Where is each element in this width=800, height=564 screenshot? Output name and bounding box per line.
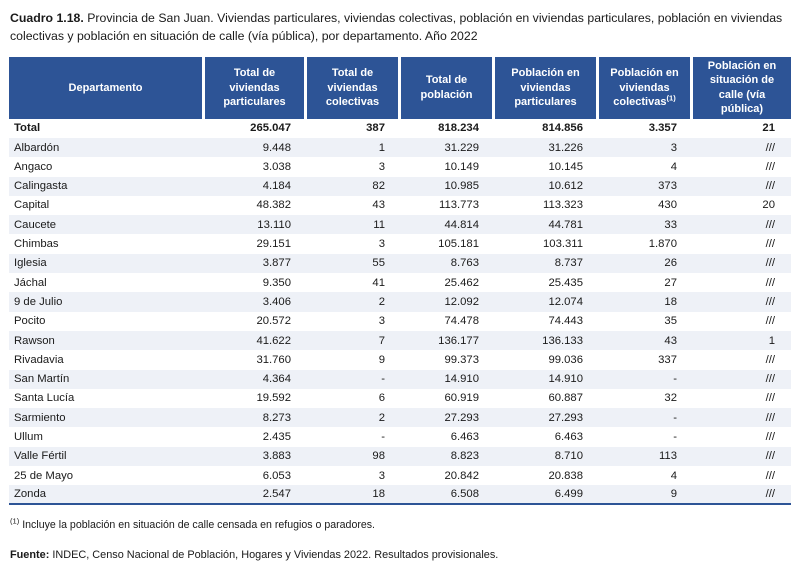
table-row (9, 370, 791, 389)
cell-value-6: 1 (693, 331, 791, 350)
header-line-2: población (420, 88, 473, 101)
cell-value-4: 10.612 (495, 177, 599, 196)
cell-departamento: Sarmiento (9, 408, 205, 427)
cell-value-5: 32 (599, 389, 693, 408)
cell-departamento: Zonda (9, 485, 205, 504)
cell-value-4: 99.036 (495, 350, 599, 369)
cell-value-4: 25.435 (495, 273, 599, 292)
cell-departamento: Valle Fértil (9, 447, 205, 466)
cell-value-4: 44.781 (495, 215, 599, 234)
cell-value-1: 3.877 (205, 254, 307, 273)
cell-value-2: 55 (307, 254, 401, 273)
header-line-3: calle (vía (718, 88, 766, 101)
cell-value-3: 60.919 (401, 389, 495, 408)
cell-value-2: 6 (307, 389, 401, 408)
cell-value-1: 29.151 (205, 234, 307, 253)
cell-value-2: 387 (307, 119, 401, 138)
cell-value-5: 9 (599, 485, 693, 504)
cell-value-6: /// (693, 138, 791, 157)
cell-departamento: Iglesia (9, 254, 205, 273)
cell-value-6: /// (693, 273, 791, 292)
cell-value-6: /// (693, 215, 791, 234)
cell-value-6: /// (693, 350, 791, 369)
cell-departamento: Calingasta (9, 177, 205, 196)
cell-departamento: Jáchal (9, 273, 205, 292)
cell-value-4: 20.838 (495, 466, 599, 485)
cell-value-1: 8.273 (205, 408, 307, 427)
table-row (9, 215, 791, 234)
table-row (9, 447, 791, 466)
column-header-departamento (9, 57, 205, 119)
column-header-poblacion-viviendas-particulares (495, 57, 599, 119)
cell-value-3: 136.177 (401, 331, 495, 350)
cell-departamento: Capital (9, 196, 205, 215)
table-row (9, 177, 791, 196)
cell-value-6: /// (693, 389, 791, 408)
cell-value-5: 3 (599, 138, 693, 157)
cell-value-5: 373 (599, 177, 693, 196)
cell-departamento: Angaco (9, 157, 205, 176)
cell-value-4: 136.133 (495, 331, 599, 350)
header-line-2: viviendas (229, 81, 280, 94)
cell-value-1: 20.572 (205, 312, 307, 331)
column-header-total-viviendas-particulares (205, 57, 307, 119)
cell-value-2: 3 (307, 312, 401, 331)
cell-value-2: 18 (307, 485, 401, 504)
cell-value-1: 31.760 (205, 350, 307, 369)
source-text: INDEC, Censo Nacional de Población, Hogares y Viviendas 2022. Resultados provisionales. (49, 549, 499, 562)
table-row (9, 389, 791, 408)
cell-value-3: 74.478 (401, 312, 495, 331)
cell-value-3: 10.149 (401, 157, 495, 176)
cell-value-6: /// (693, 254, 791, 273)
cell-value-3: 14.910 (401, 370, 495, 389)
table-title-text: Provincia de San Juan. Viviendas particulares, viviendas colectivas, población en viviendas particulares, población en viviendas colectivas y población en situación de calle (vía pública), por departamento. Año 2022 (10, 11, 783, 43)
footnote-marker-icon: (1) (666, 93, 676, 103)
cell-value-5: 35 (599, 312, 693, 331)
cell-value-2: 7 (307, 331, 401, 350)
cell-value-1: 9.350 (205, 273, 307, 292)
cell-value-2: - (307, 427, 401, 446)
cell-value-6: /// (693, 312, 791, 331)
header-line-3: colectivas (325, 95, 380, 108)
cell-value-3: 10.985 (401, 177, 495, 196)
table-row (9, 138, 791, 157)
cell-value-3: 25.462 (401, 273, 495, 292)
cell-value-6: 21 (693, 119, 791, 138)
cell-departamento: Rivadavia (9, 350, 205, 369)
cell-departamento: San Martín (9, 370, 205, 389)
cell-value-2: 82 (307, 177, 401, 196)
cell-value-4: 6.499 (495, 485, 599, 504)
table-row (9, 119, 791, 138)
table-row (9, 485, 791, 504)
table-body (9, 119, 791, 505)
cell-value-6: /// (693, 177, 791, 196)
cell-value-3: 113.773 (401, 196, 495, 215)
cell-value-2: 3 (307, 466, 401, 485)
census-data-table (9, 57, 791, 505)
cell-value-4: 31.226 (495, 138, 599, 157)
cell-value-6: /// (693, 408, 791, 427)
cell-value-5: - (599, 370, 693, 389)
cell-value-2: 3 (307, 234, 401, 253)
cell-departamento: 9 de Julio (9, 292, 205, 311)
column-header-poblacion-situacion-calle (693, 57, 791, 119)
cell-value-5: 33 (599, 215, 693, 234)
cell-value-1: 48.382 (205, 196, 307, 215)
header-line-1: Total de (233, 67, 276, 80)
cell-value-6: /// (693, 485, 791, 504)
cell-value-6: /// (693, 447, 791, 466)
header-line-1: Total de (425, 74, 468, 87)
cell-value-4: 814.856 (495, 119, 599, 138)
page-title (0, 0, 800, 46)
cell-value-2: 1 (307, 138, 401, 157)
cell-value-5: - (599, 427, 693, 446)
table-row (9, 331, 791, 350)
cell-value-5: 1.870 (599, 234, 693, 253)
header-line-1: Población en (610, 67, 679, 80)
table-row (9, 466, 791, 485)
cell-value-1: 3.883 (205, 447, 307, 466)
header-line-1: Departamento (68, 81, 143, 94)
cell-departamento: Total (9, 119, 205, 138)
table-row (9, 234, 791, 253)
cell-value-5: 43 (599, 331, 693, 350)
header-line-3 (602, 95, 687, 109)
cell-value-1: 13.110 (205, 215, 307, 234)
header-line-2: viviendas (520, 81, 571, 94)
cell-value-3: 99.373 (401, 350, 495, 369)
cell-value-4: 8.737 (495, 254, 599, 273)
table-header (9, 57, 791, 119)
table-row (9, 254, 791, 273)
cell-value-5: 430 (599, 196, 693, 215)
cell-value-2: 2 (307, 408, 401, 427)
column-header-total-viviendas-colectivas (307, 57, 401, 119)
cell-value-1: 41.622 (205, 331, 307, 350)
cell-value-3: 12.092 (401, 292, 495, 311)
header-line-3-text: colectivas (613, 95, 667, 108)
cell-value-5: - (599, 408, 693, 427)
cell-value-6: /// (693, 157, 791, 176)
table-row (9, 157, 791, 176)
cell-value-1: 19.592 (205, 389, 307, 408)
table-row (9, 312, 791, 331)
header-line-2: situación de (709, 74, 775, 87)
cell-value-3: 818.234 (401, 119, 495, 138)
cell-value-6: 20 (693, 196, 791, 215)
cell-value-3: 8.763 (401, 254, 495, 273)
cell-value-4: 14.910 (495, 370, 599, 389)
cell-value-2: 43 (307, 196, 401, 215)
cell-value-1: 4.364 (205, 370, 307, 389)
cell-value-5: 4 (599, 466, 693, 485)
cell-value-5: 3.357 (599, 119, 693, 138)
cell-value-3: 105.181 (401, 234, 495, 253)
cell-departamento: Chimbas (9, 234, 205, 253)
cell-value-2: 11 (307, 215, 401, 234)
cell-value-1: 6.053 (205, 466, 307, 485)
table-number-label: Cuadro 1.18. (10, 11, 84, 25)
cell-value-3: 6.508 (401, 485, 495, 504)
cell-value-4: 12.074 (495, 292, 599, 311)
cell-value-2: 2 (307, 292, 401, 311)
cell-value-4: 6.463 (495, 427, 599, 446)
header-line-3: particulares (223, 95, 286, 108)
cell-value-6: /// (693, 292, 791, 311)
cell-value-4: 8.710 (495, 447, 599, 466)
table-row (9, 350, 791, 369)
footnote-text: Incluye la población en situación de calle censada en refugios o paradores. (19, 518, 375, 531)
cell-departamento: Albardón (9, 138, 205, 157)
header-line-3: particulares (514, 95, 577, 108)
header-line-2: viviendas (619, 81, 670, 94)
column-header-poblacion-viviendas-colectivas (599, 57, 693, 119)
cell-departamento: Rawson (9, 331, 205, 350)
cell-value-2: 9 (307, 350, 401, 369)
cell-value-5: 18 (599, 292, 693, 311)
cell-value-3: 6.463 (401, 427, 495, 446)
table-container (0, 57, 800, 505)
cell-value-3: 44.814 (401, 215, 495, 234)
cell-value-4: 113.323 (495, 196, 599, 215)
notes-block (0, 518, 800, 564)
cell-departamento: Pocito (9, 312, 205, 331)
cell-value-6: /// (693, 370, 791, 389)
cell-departamento: Ullum (9, 427, 205, 446)
cell-value-2: - (307, 370, 401, 389)
cell-value-5: 27 (599, 273, 693, 292)
cell-value-1: 3.038 (205, 157, 307, 176)
cell-value-4: 27.293 (495, 408, 599, 427)
header-line-4: pública) (720, 102, 764, 115)
table-row (9, 292, 791, 311)
source-label: Fuente: (10, 549, 50, 562)
cell-departamento: 25 de Mayo (9, 466, 205, 485)
header-line-1: Total de (331, 67, 374, 80)
cell-value-3: 31.229 (401, 138, 495, 157)
cell-value-6: /// (693, 427, 791, 446)
cell-value-1: 2.547 (205, 485, 307, 504)
cell-departamento: Caucete (9, 215, 205, 234)
table-row (9, 427, 791, 446)
footnote (10, 518, 788, 534)
cell-value-4: 103.311 (495, 234, 599, 253)
header-line-1: Población en (511, 67, 580, 80)
cell-value-5: 337 (599, 350, 693, 369)
cell-value-1: 265.047 (205, 119, 307, 138)
cell-value-4: 10.145 (495, 157, 599, 176)
column-header-total-poblacion (401, 57, 495, 119)
table-row (9, 196, 791, 215)
header-row (9, 57, 791, 119)
cell-value-1: 9.448 (205, 138, 307, 157)
cell-value-5: 113 (599, 447, 693, 466)
cell-value-2: 3 (307, 157, 401, 176)
footnote-marker: (1) (10, 516, 20, 526)
source-note (10, 547, 788, 563)
table-row (9, 273, 791, 292)
cell-value-1: 2.435 (205, 427, 307, 446)
cell-value-5: 26 (599, 254, 693, 273)
cell-value-6: /// (693, 234, 791, 253)
cell-value-4: 60.887 (495, 389, 599, 408)
cell-value-6: /// (693, 466, 791, 485)
cell-value-2: 41 (307, 273, 401, 292)
cell-value-4: 74.443 (495, 312, 599, 331)
cell-value-1: 3.406 (205, 292, 307, 311)
cell-value-3: 20.842 (401, 466, 495, 485)
cell-value-3: 8.823 (401, 447, 495, 466)
cell-value-2: 98 (307, 447, 401, 466)
cell-value-5: 4 (599, 157, 693, 176)
cell-departamento: Santa Lucía (9, 389, 205, 408)
header-line-2: viviendas (327, 81, 378, 94)
cell-value-3: 27.293 (401, 408, 495, 427)
header-line-1: Población en (707, 60, 777, 73)
table-row (9, 408, 791, 427)
cell-value-1: 4.184 (205, 177, 307, 196)
